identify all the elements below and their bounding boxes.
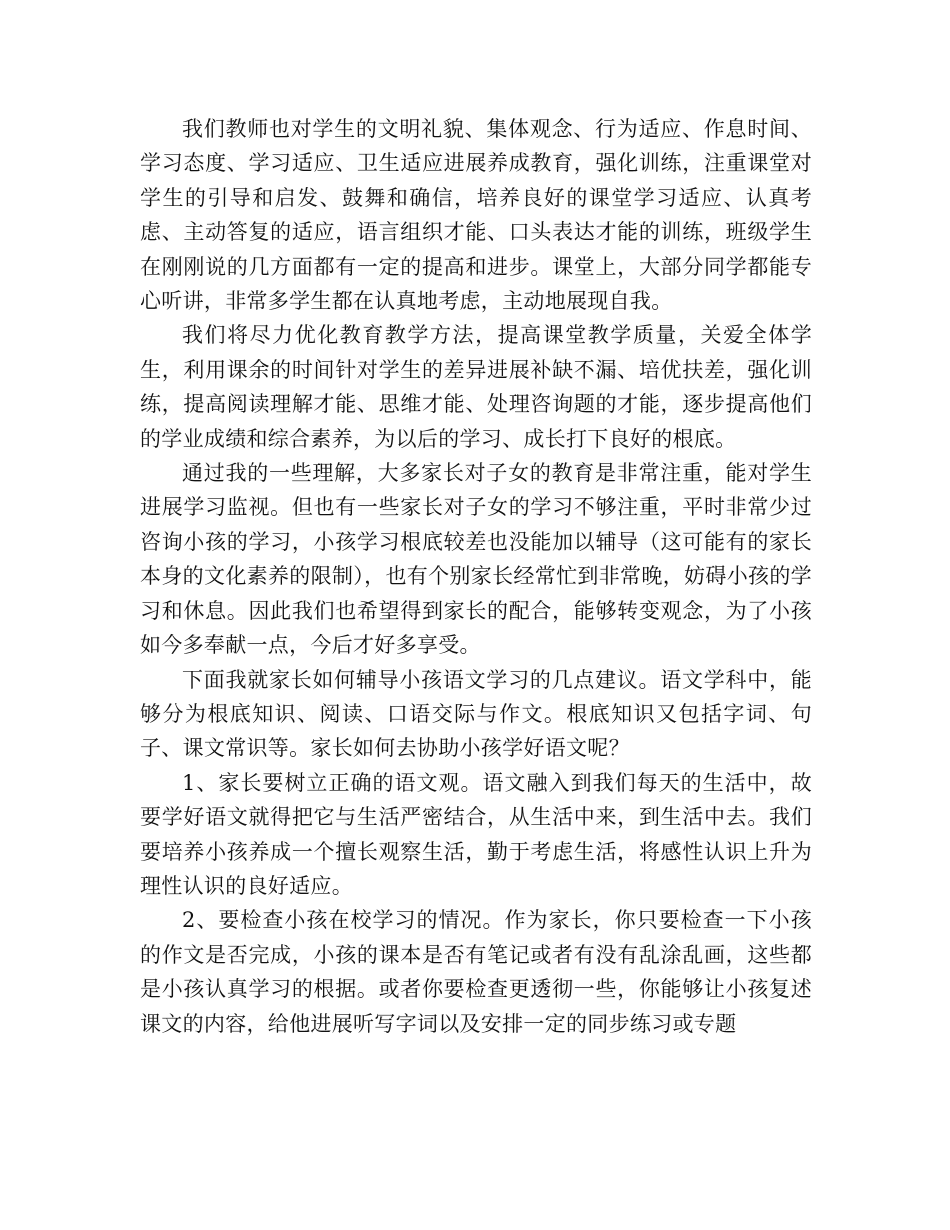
paragraph-2: 我们将尽力优化教育教学方法，提高课堂教学质量，关爱全体学生，利用课余的时间针对学生的差异进展补缺不漏、培优扶差，强化训练，提高阅读理解才能、思维才能、处理咨询题的才能，逐步提高他们的学业成绩和综合素养，为以后的学习、成长打下良好的根底。 <box>140 323 812 451</box>
paragraph-5: 1、家长要树立正确的语文观。语文融入到我们每天的生活中，故要学好语文就得把它与生活严密结合，从生活中来，到生活中去。我们要培养小孩养成一个擅长观察生活，勤于考虑生活，将感性认识上升为理性认识的良好适应。 <box>140 770 812 898</box>
document-body <box>140 112 812 1041</box>
paragraph-3: 通过我的一些理解，大多家长对子女的教育是非常注重，能对学生进展学习监视。但也有一些家长对子女的学习不够注重，平时非常少过咨询小孩的学习，小孩学习根底较差也没能加以辅导（这可能有的家长本身的文化素养的限制），也有个别家长经常忙到非常晚，妨碍小孩的学习和休息。因此我们也希望得到家长的配合，能够转变观念，为了小孩如今多奉献一点，今后才好多享受。 <box>140 461 812 658</box>
paragraph-4: 下面我就家长如何辅导小孩语文学习的几点建议。语文学科中，能够分为根底知识、阅读、口语交际与作文。根底知识又包括字词、句子、课文常识等。家长如何去协助小孩学好语文呢？ <box>140 667 812 761</box>
paragraph-6: 2、要检查小孩在校学习的情况。作为家长，你只要检查一下小孩的作文是否完成，小孩的课本是否有笔记或者有没有乱涂乱画，这些都是小孩认真学习的根据。或者你要检查更透彻一些，你能够让小孩复述课文的内容，给他进展听写字词以及安排一定的同步练习或专题 <box>140 908 812 1036</box>
paragraph-1: 我们教师也对学生的文明礼貌、集体观念、行为适应、作息时间、学习态度、学习适应、卫生适应进展养成教育，强化训练，注重课堂对学生的引导和启发、鼓舞和确信，培养良好的课堂学习适应、认真考虑、主动答复的适应，语言组织才能、口头表达才能的训练，班级学生在刚刚说的几方面都有一定的提高和进步。课堂上，大部分同学都能专心听讲，非常多学生都在认真地考虑，主动地展现自我。 <box>140 117 812 314</box>
